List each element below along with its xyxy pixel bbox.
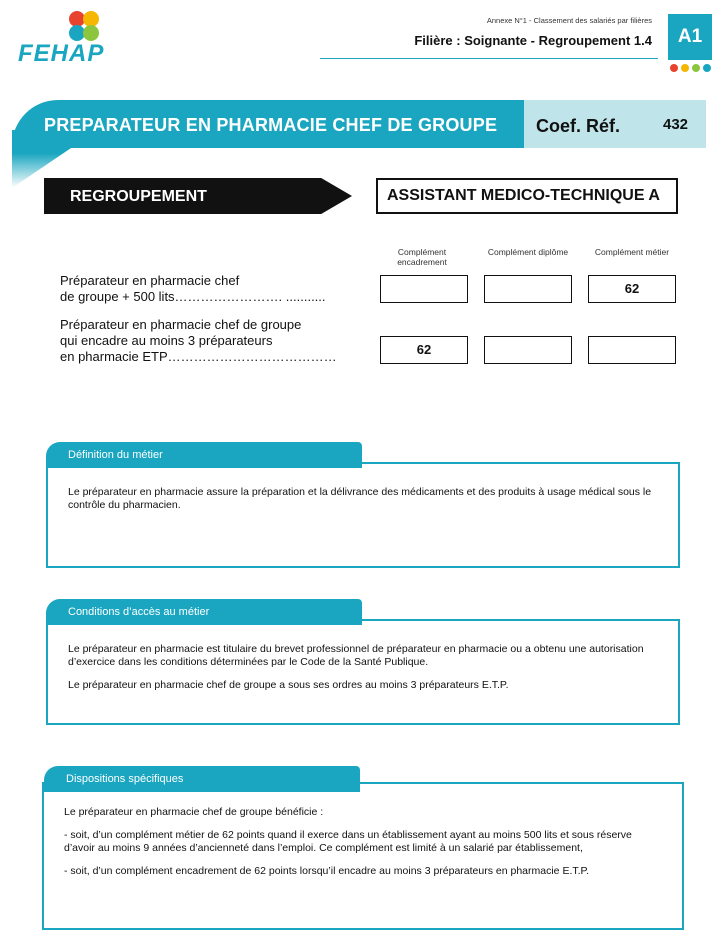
conditions-paragraph: Le préparateur en pharmacie chef de groupe a sous ses ordres au moins 3 préparateurs E.T.P. — [68, 679, 509, 691]
complement-encadrement-box — [380, 275, 468, 303]
fehap-logo — [14, 6, 114, 68]
row-label-line: Préparateur en pharmacie chef de groupe — [60, 317, 302, 332]
complement-diplome-box — [484, 275, 572, 303]
complement-diplome-box — [484, 336, 572, 364]
definition-section-title: Définition du métier — [46, 442, 362, 468]
annex-caption: Annexe N°1 - Classement des salariés par filières — [486, 16, 652, 25]
row-label-line: de groupe + 500 lits……………………. ........... — [60, 289, 326, 304]
conditions-section-title: Conditions d’accès au métier — [46, 599, 362, 625]
color-dot — [681, 64, 689, 72]
header-complement-diplome: Complément diplôme — [487, 247, 569, 257]
dispositions-paragraph: - soit, d’un complément métier de 62 points quand il exerce dans un établissement ayant au moins 500 lits et sous réserve d’avoir au moins 9 années d’ancienneté dans l’emploi. Ce complément est limité à un salarié par établissement, — [64, 829, 632, 854]
row-label-line: Préparateur en pharmacie chef — [60, 273, 240, 288]
dispositions-paragraph: - soit, d’un complément encadrement de 62 points lorsqu’il encadre au moins 3 préparateurs en pharmacie E.T.P. — [64, 865, 590, 877]
filiere-heading: Filière : Soignante - Regroupement 1.4 — [414, 33, 652, 48]
complement-metier-box — [588, 336, 676, 364]
color-dot — [692, 64, 700, 72]
regroupement-value: ASSISTANT MEDICO-TECHNIQUE A — [376, 178, 678, 214]
color-dot — [703, 64, 711, 72]
job-title: PREPARATEUR EN PHARMACIE CHEF DE GROUPE — [44, 115, 498, 135]
coef-value: 432 — [663, 116, 689, 133]
coef-label: Coef. Réf. — [536, 116, 621, 136]
header-complement-metier: Complément métier — [594, 247, 670, 257]
complement-row-label — [60, 317, 337, 365]
definition-section — [46, 462, 680, 568]
conditions-section — [46, 619, 680, 725]
definition-text: Le préparateur en pharmacie assure la préparation et la délivrance des médicaments et des produits à usage médical sous le contrôle du pharmacien. — [68, 486, 652, 511]
header-complement-encadrement: Complément encadrement — [397, 247, 447, 267]
conditions-paragraph: Le préparateur en pharmacie est titulaire du brevet professionnel de préparateur en pharmacie ou a obtenu une autorisation d’exercice dans les conditions déterminées par le Code de la Santé Publique. — [68, 643, 644, 668]
color-dots — [670, 64, 711, 72]
complement-metier-box: 62 — [588, 275, 676, 303]
section-badge: A1 — [668, 14, 712, 60]
dispositions-paragraph: Le préparateur en pharmacie chef de groupe bénéficie : — [64, 806, 324, 818]
dispositions-section — [42, 782, 684, 930]
regroupement-label: REGROUPEMENT — [70, 188, 207, 205]
dispositions-section-title: Dispositions spécifiques — [44, 766, 360, 792]
row-label-line: en pharmacie ETP………………………………… — [60, 349, 337, 364]
header-divider — [320, 58, 658, 59]
clover-logo-icon — [66, 8, 102, 44]
color-dot — [670, 64, 678, 72]
row-label-line: qui encadre au moins 3 préparateurs — [60, 333, 273, 348]
logo-text: FEHAP — [18, 40, 105, 67]
complement-encadrement-box: 62 — [380, 336, 468, 364]
complement-row-label — [60, 273, 326, 305]
